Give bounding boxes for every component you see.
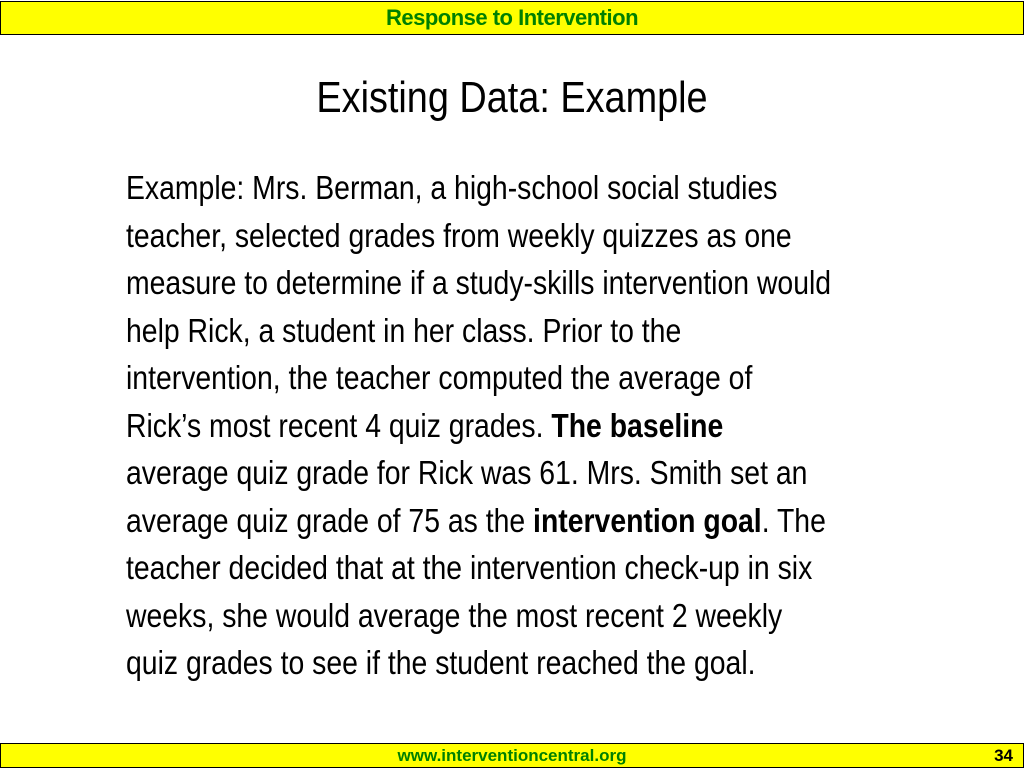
- body-line: [126, 639, 943, 687]
- body-text-segment: . The: [761, 501, 826, 539]
- body-text-segment: weeks, she would average the most recent 2 weekly: [126, 596, 783, 634]
- body-line: [126, 164, 943, 212]
- body-line: [126, 259, 943, 307]
- body-emphasis: The baseline: [551, 406, 724, 444]
- body-line: [126, 354, 943, 402]
- header-banner-text: Response to Intervention: [385, 5, 639, 30]
- body-line: [126, 449, 943, 497]
- body-text-segment: Rick’s most recent 4 quiz grades.: [126, 406, 552, 444]
- body-text-segment: teacher decided that at the intervention check-up in six: [126, 549, 813, 586]
- footer-url[interactable]: www.interventioncentral.org: [397, 745, 627, 765]
- body-text-segment: intervention, the teacher computed the average of: [126, 359, 753, 396]
- body-line: [126, 497, 943, 545]
- body-line: [126, 592, 943, 640]
- body-text-segment: average quiz grade for Rick was 61. Mrs. Smith set an: [126, 454, 808, 491]
- body-text-segment: measure to determine if a study-skills intervention would: [126, 264, 832, 301]
- body-text-segment: Example: Mrs. Berman, a high-school social studies: [126, 169, 778, 206]
- slide-body: [126, 164, 943, 687]
- header-banner: [0, 1, 1024, 35]
- slide-title: Existing Data: Example: [316, 73, 708, 122]
- body-text-segment: help Rick, a student in her class. Prior to the: [126, 311, 682, 349]
- body-text-segment: teacher, selected grades from weekly quizzes as one: [126, 216, 792, 254]
- body-line: [126, 402, 943, 450]
- body-emphasis: intervention goal: [533, 501, 762, 539]
- body-line: [126, 307, 943, 355]
- page-number: 34: [994, 745, 1013, 765]
- footer-bar: [0, 743, 1024, 768]
- body-text-segment: average quiz grade of 75 as the: [126, 501, 534, 539]
- body-line: [126, 544, 943, 592]
- body-line: [126, 212, 943, 260]
- body-text-segment: quiz grades to see if the student reached the goal.: [126, 644, 756, 681]
